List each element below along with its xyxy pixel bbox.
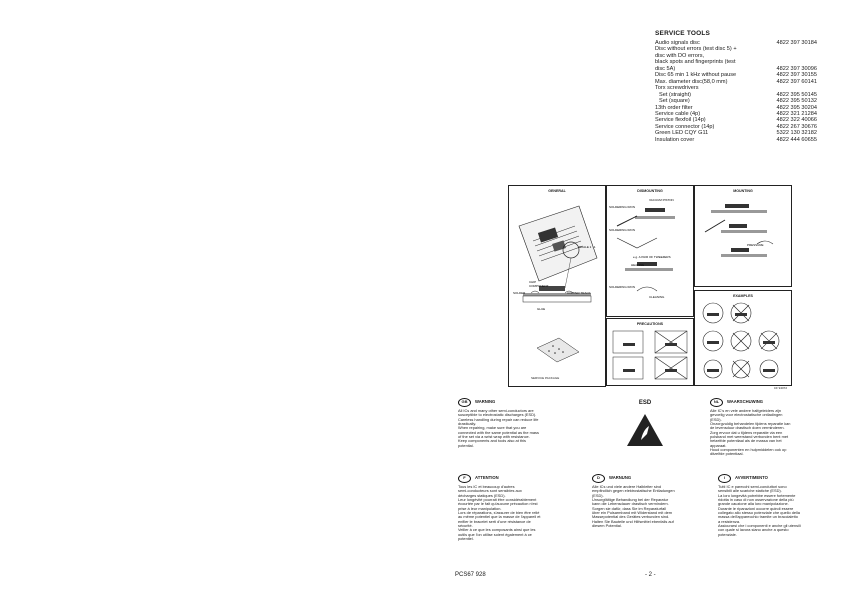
warning-f-title: ATTENTION bbox=[475, 475, 499, 481]
general-illustration bbox=[509, 186, 605, 386]
soldering-iron-label: SOLDERING IRON bbox=[609, 285, 636, 289]
cleaning-label: CLEANING bbox=[649, 295, 665, 299]
solder-label: SOLDER bbox=[513, 291, 526, 295]
service-tool-code: 5322 130 32182 bbox=[776, 130, 817, 137]
service-tool-name: Green LED CQY G11 bbox=[655, 130, 709, 137]
service-tool-name: Set (straight) bbox=[659, 91, 692, 98]
service-package-caption: SERVICE PACKAGE bbox=[531, 376, 560, 380]
service-tool-name: Service cable (4p) bbox=[655, 110, 701, 117]
figure-code: CF 94072 bbox=[773, 386, 787, 390]
component-label: COMPONENT bbox=[529, 284, 549, 288]
service-tool-code: 4822 395 50145 bbox=[776, 91, 817, 98]
service-tool-code: 4822 397 60141 bbox=[776, 78, 817, 85]
warning-i-title: AVVERTIMENTO bbox=[735, 475, 768, 481]
esd-warning-icon bbox=[625, 412, 665, 448]
service-tool-name: Disc without errors (test disc 5) + bbox=[655, 46, 737, 53]
soldering-iron-label: SOLDERING IRON bbox=[609, 228, 636, 232]
glue-label: GLUE bbox=[537, 307, 546, 311]
warning-nl-text: Alle IC's en vele andere halfgeleiders zijn gevoelig voor electrostatische ontladingen (ESD). Onzorgvuldig behandelen tijdens reparatie kan de levensduur drastisch doen verminderen. Zorg ervoor dat u tijdens reparatie via een polsband met weerstand verbonden bent met hetzelfde potentiaal als de massa van het apparaat. Houd componenten en hulpmiddelen ook op ditzelfde potentiaal. bbox=[710, 408, 791, 457]
figure-mounting-title: MOUNTING bbox=[733, 189, 753, 193]
service-tool-name: 13th order filter bbox=[655, 104, 693, 111]
service-tool-code: 4822 444 60655 bbox=[776, 136, 817, 143]
service-tool-name: Set (square) bbox=[659, 98, 690, 105]
warning-f bbox=[458, 474, 583, 541]
warning-d-title: WARNUNG bbox=[609, 475, 632, 481]
heating-label: HEATING bbox=[631, 263, 645, 267]
service-tool-name: disc with DO errors, bbox=[655, 52, 705, 59]
warning-gb-text: All ICs and many other semi-conductors are susceptible to electrostatic discharges (ESD). Careless handling during repair can reduce life drastically. When repairing, make sure that you are connected with the same potential as the mass of the set via a wrist wrap with resistance. Keep components and tools also at this potential. bbox=[458, 408, 539, 448]
footer-model: PCS67 928 bbox=[455, 572, 486, 578]
chip-label: CHIP bbox=[529, 280, 537, 284]
service-tool-code: 4822 395 50132 bbox=[776, 98, 817, 105]
service-tool-row bbox=[655, 137, 817, 143]
warning-i bbox=[718, 474, 826, 537]
examples-illustration bbox=[695, 291, 791, 385]
figure-mounting bbox=[694, 185, 792, 287]
warning-gb bbox=[458, 398, 608, 448]
figure-examples bbox=[694, 290, 792, 390]
figure-general bbox=[508, 185, 606, 387]
warning-i-text: Tutti IC e parecchi semi-conduttori sono sensibili alle scariche statiche (ESD). La loro longevità potrebbe essere fortemente ridotta in caso di non osservazione della più grande cauzione alla loro manipolazione. Durante le riparazioni occorre quindi essere collegato allo stesso potenziale che quello della massa dell'apparecchio tramite un braccialetto a resistenza. Assicurarsi che i componenti e anche gli utensili con quale si lavora siano anche a questo potenziale. bbox=[718, 484, 801, 537]
warning-gb-title: WARNING bbox=[475, 399, 496, 405]
precautions-illustration bbox=[607, 319, 693, 385]
service-tool-code: 4822 321 21284 bbox=[776, 110, 817, 117]
badge-nl: NL bbox=[710, 398, 723, 407]
service-tool-name: Disc 65 min 1 kHz without pause bbox=[655, 72, 737, 79]
service-tool-code: 4822 267 30676 bbox=[776, 123, 817, 130]
badge-d: D bbox=[592, 474, 605, 483]
service-tool-code: 4822 322 40066 bbox=[776, 117, 817, 124]
service-tool-name: disc 5A) bbox=[655, 65, 676, 72]
service-tools-title: SERVICE TOOLS bbox=[655, 30, 711, 37]
warning-f-text: Tous les IC et beaucoup d'autres semi-conducteurs sont sensibles aux décharges statiques (ESD). Leur longévité pourrait être considérablement écourtée par le fait qu'aucune précaution n'est prise à leur manipulation. Lors de réparations, s'assurer de bien être relié au même potentiel que la masse de l'appareil et enfiler le bracelet serti d'une résistance de sécurité. Veiller à ce que les composants ainsi que les outils que l'on utilise soient également à ce potentiel. bbox=[458, 484, 541, 542]
dismounting-illustration bbox=[607, 186, 693, 316]
warning-d bbox=[592, 474, 710, 528]
mounting-illustration bbox=[695, 186, 791, 286]
figure-dismounting bbox=[606, 185, 694, 317]
badge-f: F bbox=[458, 474, 471, 483]
scale-label: SCALE 1 : 1 bbox=[579, 245, 596, 249]
warning-d-text: Alle ICs und viele andere Halbleiter sind empfindlich gegen elektrostatische Entladungen (ESD). Unsorgfältige Behandlung bei der Reparatur kann die Lebensdauer drastisch vermindern. Sorgen sie dafür, dass Sie im Reparaturfall über ein Pulsarmband mit Widerstand mit dem Massepotential des Gerätes verbunden sind. Halten Sie Bauteile und Hilfsmittel ebenfalls auf diesem Potential. bbox=[592, 484, 675, 529]
badge-i: I bbox=[718, 474, 731, 483]
service-tool-name: Max. diameter disc(58,0 mm) bbox=[655, 78, 728, 85]
figure-general-title: GENERAL bbox=[548, 189, 566, 193]
service-tool-name: Insulation cover bbox=[655, 136, 695, 143]
figure-precautions bbox=[606, 318, 694, 386]
service-tool-name: Service flexfoil (14p) bbox=[655, 117, 706, 124]
warning-nl-title: WAARSCHUWING bbox=[727, 399, 764, 405]
service-tool-name: Audio signals disc bbox=[655, 40, 700, 46]
footer-page: - 2 - bbox=[645, 572, 656, 578]
service-tool-code: 4822 397 30096 bbox=[776, 65, 817, 72]
service-tool-name: Service connector (14p) bbox=[655, 123, 715, 130]
figure-examples-title: EXAMPLES bbox=[733, 294, 753, 298]
figure-dismounting-title: DISMOUNTING bbox=[637, 189, 663, 193]
badge-gb: GB bbox=[458, 398, 471, 407]
esd-block bbox=[620, 400, 670, 453]
pressure-label: PRESSURE bbox=[747, 243, 764, 247]
vacuum-piston-label: VACUUM PISTON bbox=[649, 198, 674, 202]
copper-track-label: COPPER TRACK bbox=[567, 291, 591, 295]
service-tool-code: 4822 397 30155 bbox=[776, 72, 817, 79]
soldering-iron-label: SOLDERING IRON bbox=[609, 205, 636, 209]
service-tool-name: Torx screwdrivers bbox=[655, 85, 699, 92]
warning-nl bbox=[710, 398, 820, 457]
tweezers-label: e.g. A PAIR OF TWEEZERS bbox=[633, 255, 671, 259]
esd-label: ESD bbox=[638, 400, 652, 406]
figure-precautions-title: PRECAUTIONS bbox=[636, 322, 664, 326]
service-tools-list bbox=[655, 40, 817, 143]
service-tool-code: 4822 397 30184 bbox=[776, 40, 817, 46]
service-tool-code: 4822 395 30204 bbox=[776, 104, 817, 111]
service-tool-name: black spots and fingerprints (test bbox=[655, 59, 736, 66]
